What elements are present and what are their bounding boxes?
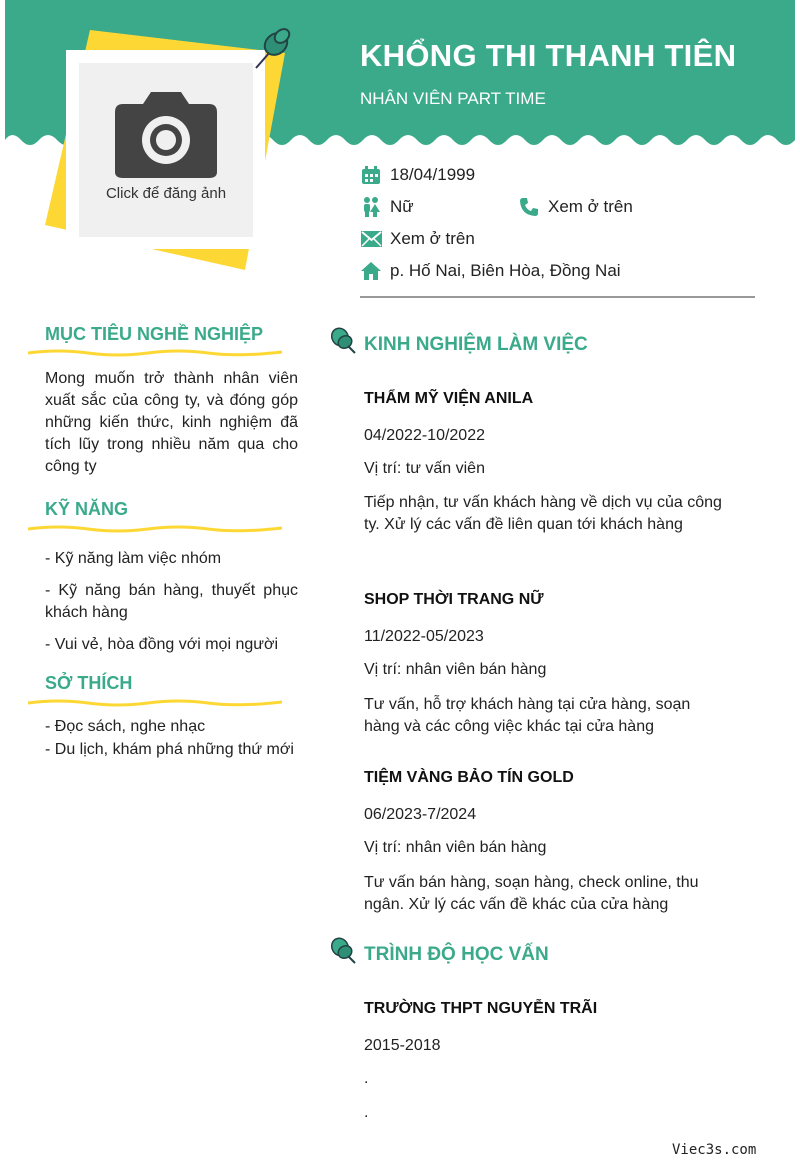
education-detail: . (364, 1070, 369, 1087)
job-period: 11/2022-05/2023 (364, 628, 484, 645)
school-name: TRƯỜNG THPT NGUYỄN TRÃI (364, 1000, 598, 1017)
photo-upload-area[interactable] (79, 63, 253, 237)
education-detail: . (364, 1104, 369, 1121)
job-period: 06/2023-7/2024 (364, 806, 477, 823)
skill-item: - Vui vẻ, hòa đồng với mọi người (45, 636, 278, 653)
pushpin-icon (252, 24, 292, 72)
camera-icon (113, 88, 219, 180)
job-company: THẨM MỸ VIỆN ANILA (364, 390, 534, 407)
contact-divider (360, 296, 755, 298)
objective-underline (28, 348, 282, 358)
job-company: SHOP THỜI TRANG NỮ (364, 591, 544, 608)
skills-underline (28, 524, 282, 534)
skills-title: KỸ NĂNG (45, 499, 129, 519)
photo-caption[interactable]: Click để đăng ảnh (105, 185, 227, 202)
phone-value: Xem ở trên (548, 197, 633, 216)
objective-text: Mong muốn trở thành nhân viên xuất sắc của công ty, và đóng góp những kiến thức, kinh nghiệm đã tích lũy trong nhiều năm qua cho công ty (45, 370, 298, 475)
skill-item: - Kỹ năng bán hàng, thuyết phục khách hàng (45, 582, 298, 621)
birthday-row (360, 165, 475, 185)
gender-row (360, 197, 414, 217)
calendar-icon (360, 165, 382, 185)
job-position: Vị trí: tư vấn viên (364, 460, 485, 477)
education-title: TRÌNH ĐỘ HỌC VẤN (364, 944, 549, 965)
objective-title: MỤC TIÊU NGHỀ NGHIỆP (45, 324, 264, 344)
job-company: TIỆM VÀNG BẢO TÍN GOLD (364, 769, 574, 786)
phone-row (518, 197, 633, 217)
job-description: Tiếp nhận, tư vấn khách hàng về dịch vụ của công ty. Xử lý các vấn đề liên quan tới khách hàng (364, 494, 722, 533)
gender-icon (360, 197, 382, 217)
email-row (360, 229, 475, 249)
experience-title: KINH NGHIỆM LÀM VIỆC (364, 334, 588, 355)
candidate-role: NHÂN VIÊN PART TIME (360, 89, 546, 108)
address-row (360, 261, 621, 281)
job-position: Vị trí: nhân viên bán hàng (364, 661, 547, 678)
pushpin-icon (330, 936, 356, 964)
email-value: Xem ở trên (390, 229, 475, 248)
pushpin-icon (330, 326, 356, 354)
home-icon (360, 261, 382, 281)
school-period: 2015-2018 (364, 1037, 441, 1054)
birthday-value: 18/04/1999 (390, 165, 476, 184)
job-description: Tư vấn bán hàng, soạn hàng, check online, thu ngân. Xử lý các vấn đề khác của cửa hàng (364, 874, 699, 913)
address-value: p. Hố Nai, Biên Hòa, Đồng Nai (390, 261, 621, 280)
candidate-name: KHỔNG THI THANH TIÊN (360, 38, 737, 73)
hobbies-underline (28, 698, 282, 708)
hobbies-title: SỞ THÍCH (45, 673, 133, 693)
gender-value: Nữ (390, 197, 414, 216)
envelope-icon (360, 229, 382, 249)
job-description: Tư vấn, hỗ trợ khách hàng tại cửa hàng, soạn hàng và các công việc khác tại cửa hàng (364, 696, 691, 735)
hobby-item: - Du lịch, khám phá những thứ mới (45, 741, 294, 758)
skill-item: - Kỹ năng làm việc nhóm (45, 550, 222, 567)
job-period: 04/2022-10/2022 (364, 427, 485, 444)
hobby-item: - Đọc sách, nghe nhạc (45, 718, 206, 735)
job-position: Vị trí: nhân viên bán hàng (364, 839, 547, 856)
phone-icon (518, 197, 540, 217)
watermark: Viec3s.com (672, 1142, 757, 1158)
